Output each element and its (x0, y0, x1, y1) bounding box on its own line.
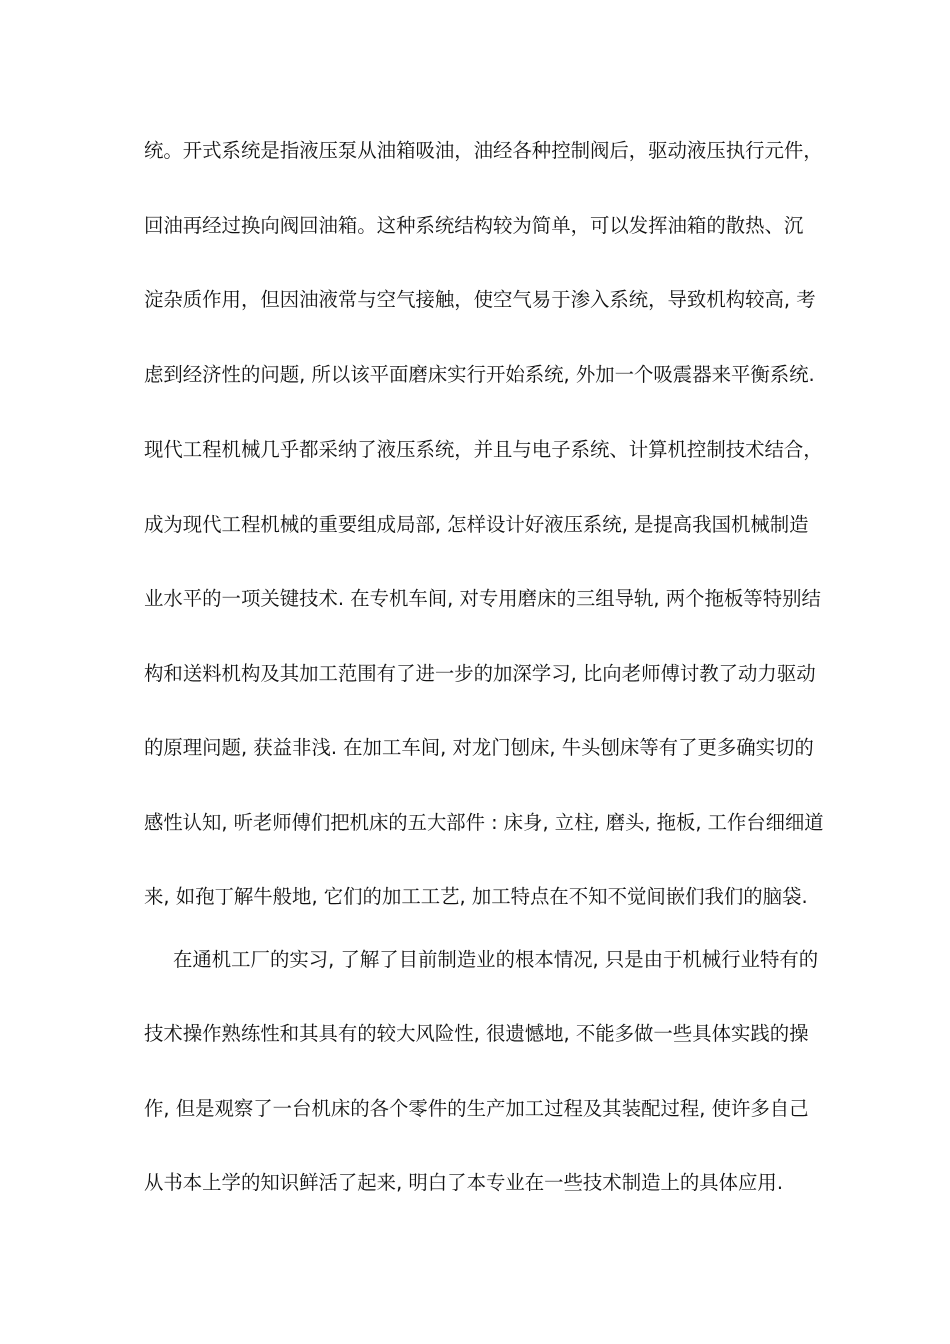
text-line: 感性认知, 听老师傅们把机床的五大部件 : 床身, 立柱, 磨头, 拖板, 工作台细细道 (144, 811, 824, 834)
text-line: 淀杂质作用，但因油液常与空气接触，使空气易于渗入系统，导致机构较高, 考 (144, 288, 816, 311)
text-line: 虑到经济性的问题, 所以该平面磨床实行开始系统, 外加一个吸震器来平衡系统. (144, 363, 815, 386)
paragraph-first-line: 在通机工厂的实习, 了解了目前制造业的根本情况, 只是由于机械行业特有的 (173, 948, 819, 971)
text-line: 作, 但是观察了一台机床的各个零件的生产加工过程及其装配过程, 使许多自己 (144, 1097, 809, 1120)
text-line: 统。开式系统是指液压泵从油箱吸油，油经各种控制阀后，驱动液压执行元件， (144, 139, 823, 162)
text-line: 构和送料机构及其加工范围有了进一步的加深学习, 比向老师傅讨教了动力驱动 (144, 662, 816, 685)
text-line: 现代工程机械几乎都采纳了液压系统，并且与电子系统、计算机控制技术结合， (144, 438, 823, 461)
text-line: 回油再经过换向阀回油箱。这种系统结构较为简单，可以发挥油箱的散热、沉 (144, 214, 804, 237)
text-line: 业水平的一项关键技术. 在专机车间, 对专用磨床的三组导轨, 两个拖板等特别结 (144, 587, 821, 610)
text-line: 的原理问题, 获益非浅. 在加工车间, 对龙门刨床, 牛头刨床等有了更多确实切的 (144, 736, 814, 759)
text-line: 来, 如孢丁解牛般地, 它们的加工工艺, 加工特点在不知不觉间嵌们我们的脑袋. (144, 885, 808, 908)
text-line: 技术操作熟练性和其具有的较大风险性, 很遗憾地, 不能多做一些具体实践的操 (144, 1022, 809, 1045)
text-line: 成为现代工程机械的重要组成局部, 怎样设计好液压系统, 是提高我国机械制造 (144, 513, 809, 536)
text-line: 从书本上学的知识鲜活了起来, 明白了本专业在一些技术制造上的具体应用. (144, 1171, 783, 1194)
